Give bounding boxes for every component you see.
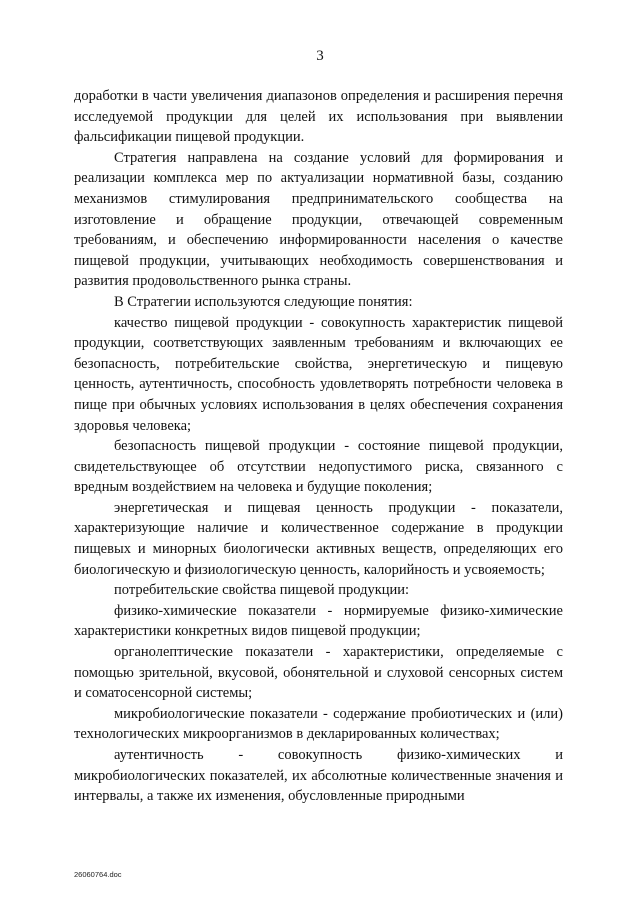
page-number: 3 [316, 48, 324, 64]
definition-organoleptic: органолептические показатели - характеристики, определяемые с помощью зрительной, вкусовой, обонятельной и слуховой сенсорных систем и соматосенсорной системы; [74, 644, 563, 702]
paragraph-continuation: доработки в части увеличения диапазонов определения и расширения перечня исследуемой продукции для целей их использования при выявлении фальсификации пищевой продукции. [74, 88, 563, 146]
definition-food-safety: безопасность пищевой продукции - состояние пищевой продукции, свидетельствующее об отсутствии недопустимого риска, связанного с вредным воздействием на человека и будущие поколения; [74, 438, 563, 496]
footer-filename: 26060764.doc [74, 870, 122, 879]
paragraph-strategy-goal: Стратегия направлена на создание условий для формирования и реализации комплекса мер по актуализации нормативной базы, созданию механизмов стимулирования предпринимательского сообщества на изготовление и обращение продукции, отвечающей современным требованиям, и обеспечению информированности населения о качестве пищевой продукции, учитывающих необходимость совершенствования и развития продовольственного рынка страны. [74, 149, 563, 290]
definition-consumer-properties: потребительские свойства пищевой продукции: [114, 582, 410, 599]
definition-nutritional-value: энергетическая и пищевая ценность продукции - показатели, характеризующие наличие и количественное содержание в продукции пищевых и минорных биологически активных веществ, определяющих его биологическую и физиологическую ценность, калорийность и усвояемость; [74, 499, 563, 578]
document-body [74, 86, 563, 807]
definition-authenticity: аутентичность - совокупность физико-химических и микробиологических показателей, их абсолютные количественные значения и интервалы, а также их изменения, обусловленные природными [74, 747, 563, 805]
definition-microbiological: микробиологические показатели - содержание пробиотических и (или) технологических микроорганизмов в декларированных количествах; [74, 705, 563, 743]
paragraph-concepts-intro: В Стратегии используются следующие понятия: [114, 293, 413, 310]
definition-physicochemical: физико-химические показатели - нормируемые физико-химические характеристики конкретных видов пищевой продукции; [74, 602, 563, 640]
definition-food-quality: качество пищевой продукции - совокупность характеристик пищевой продукции, соответствующих заявленным требованиям и включающих ее безопасность, потребительские свойства, энергетическую и пищевую ценность, аутентичность, способность удовлетворять потребности человека в пище при обычных условиях использования в целях обеспечения сохранения здоровья человека; [74, 314, 563, 434]
